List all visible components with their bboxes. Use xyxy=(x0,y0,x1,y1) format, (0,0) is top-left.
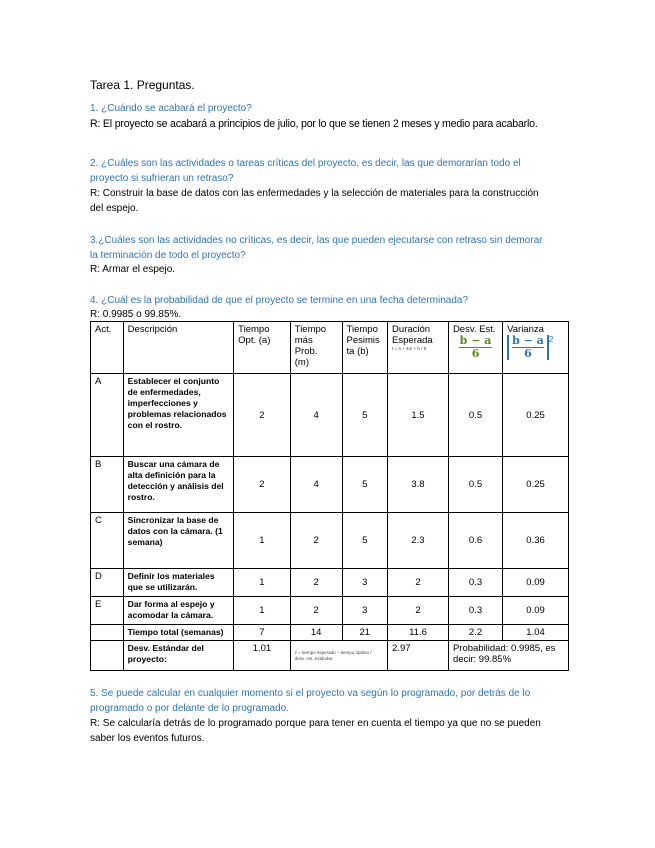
header-std-dev xyxy=(448,322,502,374)
cell-var: 0.09 xyxy=(503,597,569,625)
cell-b: 5 xyxy=(342,457,388,513)
cell-act: C xyxy=(91,513,124,569)
answer-5 xyxy=(90,716,566,746)
duration-formula: t = a + 4m + b / 6 xyxy=(392,346,427,351)
cell-t: 1.5 xyxy=(388,374,449,457)
cell-sd: 0.3 xyxy=(448,597,502,625)
header-time-pessimistic xyxy=(342,322,388,374)
header-act: Act. xyxy=(91,322,124,374)
header-var-label: Varianza xyxy=(507,324,544,335)
answer-5-line-2: saber los eventos futuros. xyxy=(90,733,205,744)
cell-t: 3.8 xyxy=(388,457,449,513)
cell-var: 0.36 xyxy=(503,513,569,569)
cell-empty xyxy=(91,641,124,671)
header-m-line-2: más Prob. xyxy=(294,335,318,357)
page-title: Tarea 1. Preguntas. xyxy=(90,78,195,92)
cell-b: 5 xyxy=(342,374,388,457)
question-2-line-2: proyecto si sufrieran un retraso? xyxy=(90,173,234,184)
total-b: 21 xyxy=(342,625,388,641)
header-dur-line-1: Duración xyxy=(392,324,431,335)
header-m-line-3: (m) xyxy=(294,357,309,368)
cell-m: 2 xyxy=(290,569,342,597)
cell-b: 3 xyxy=(342,569,388,597)
cell-t: 2 xyxy=(388,597,449,625)
cell-sd: 0.6 xyxy=(448,513,502,569)
z-formula: z = tiempo esperado − tiempo óptimo / desv. est. estándar xyxy=(290,641,387,671)
header-m-line-1: Tiempo xyxy=(294,324,327,335)
std-label-line-1: Desv. Estándar del xyxy=(127,643,204,653)
cell-sd: 0.5 xyxy=(448,457,502,513)
cell-a: 1 xyxy=(234,597,291,625)
cell-description: Definir los materiales que se utilizarán. xyxy=(123,569,233,597)
cell-m: 4 xyxy=(290,457,342,513)
cell-a: 1 xyxy=(234,569,291,597)
table-total-row xyxy=(91,625,569,641)
table-std-row xyxy=(91,641,569,671)
header-time-probable xyxy=(290,322,342,374)
probability-line-1: Probabilidad: 0.9985, es xyxy=(452,643,556,654)
cell-var: 0.25 xyxy=(503,374,569,457)
question-5-line-2: programado o por delante de lo programado. xyxy=(90,703,290,714)
header-a-line-2: Opt. (a) xyxy=(238,335,271,346)
total-var: 1.04 xyxy=(503,625,569,641)
cell-description: Dar forma al espejo y acomodar la cámara. xyxy=(123,597,233,625)
cell-act: B xyxy=(91,457,124,513)
cell-act: D xyxy=(91,569,124,597)
cell-sd: 0.3 xyxy=(448,569,502,597)
cell-b: 3 xyxy=(342,597,388,625)
cell-b: 5 xyxy=(342,513,388,569)
std-label xyxy=(123,641,233,671)
header-expected-duration xyxy=(388,322,449,374)
question-2-line-1: 2. ¿Cuáles son las actividades o tareas críticas del proyecto, es decir, las que demorarían todo el xyxy=(90,158,521,169)
cell-a: 2 xyxy=(234,374,291,457)
total-a: 7 xyxy=(234,625,291,641)
cell-description: Establecer el conjunto de enfermedades, imperfecciones y problemas relacionados con el rostro. xyxy=(123,374,233,457)
cell-description: Sincronizar la base de datos con la cámara. (1 semana) xyxy=(123,513,233,569)
answer-2 xyxy=(90,186,566,216)
answer-2-line-2: del espejo. xyxy=(90,203,139,214)
header-desv-label: Desv. Est. xyxy=(452,324,496,335)
total-label: Tiempo total (semanas) xyxy=(123,625,233,641)
answer-1: R: El proyecto se acabará a principios de julio, por lo que se tienen 2 meses y medio para acabarlo. xyxy=(90,118,538,130)
header-b-line-3: ta (b) xyxy=(346,346,369,357)
question-3 xyxy=(90,233,566,263)
header-dur-line-2: Esperada xyxy=(392,335,433,346)
header-b-line-1: Tiempo xyxy=(346,324,378,335)
table-header-row xyxy=(91,322,569,374)
header-a-line-1: Tiempo xyxy=(238,324,270,335)
table-row xyxy=(91,374,569,457)
z-value: 2.97 xyxy=(388,641,449,671)
header-time-optimistic xyxy=(234,322,291,374)
table-row xyxy=(91,513,569,569)
variance-formula-den: 6 xyxy=(512,347,544,360)
header-description: Descripción xyxy=(123,322,233,374)
question-1: 1. ¿Cuándo se acabará el proyecto? xyxy=(90,103,252,114)
table-row xyxy=(91,597,569,625)
probability xyxy=(448,641,568,671)
total-sd: 2.2 xyxy=(448,625,502,641)
cell-t: 2.3 xyxy=(388,513,449,569)
cell-m: 4 xyxy=(290,374,342,457)
answer-4: R: 0.9985 o 99.85%. xyxy=(90,309,182,320)
std-dev-formula-den: 6 xyxy=(459,347,492,360)
cell-var: 0.09 xyxy=(503,569,569,597)
cell-m: 2 xyxy=(290,513,342,569)
cell-m: 2 xyxy=(290,597,342,625)
cell-sd: 0.5 xyxy=(448,374,502,457)
cell-act: E xyxy=(91,597,124,625)
std-dev-formula xyxy=(453,335,498,360)
pert-table xyxy=(90,321,569,671)
header-variance xyxy=(503,322,569,374)
table-row xyxy=(91,457,569,513)
cell-a: 1 xyxy=(234,513,291,569)
total-t: 11.6 xyxy=(388,625,449,641)
std-label-line-2: proyecto: xyxy=(127,654,167,664)
cell-a: 2 xyxy=(234,457,291,513)
cell-t: 2 xyxy=(388,569,449,597)
question-3-line-2: la terminación de todo el proyecto? xyxy=(90,250,246,261)
question-5 xyxy=(90,686,566,716)
answer-3: R: Armar el espejo. xyxy=(90,264,176,275)
std-value: 1.01 xyxy=(234,641,291,671)
probability-line-2: decir: 99.85% xyxy=(452,654,512,665)
variance-formula xyxy=(507,335,549,360)
question-5-line-1: 5. Se puede calcular en cualquier momento si el proyecto va según lo programado, por detrás de lo xyxy=(90,688,531,699)
cell-empty xyxy=(91,625,124,641)
question-4: 4. ¿Cuál es la probabilidad de que el proyecto se termine en una fecha determinada? xyxy=(90,295,469,306)
cell-act: A xyxy=(91,374,124,457)
question-2 xyxy=(90,156,566,186)
variance-formula-num: b − a xyxy=(512,334,544,347)
question-3-line-1: 3.¿Cuáles son las actividades no críticas, es decir, las que pueden ejecutarse con retraso sin demorar xyxy=(90,235,543,246)
answer-2-line-1: R: Construir la base de datos con las enfermedades y la selección de materiales para la construcción xyxy=(90,188,539,199)
answer-5-line-1: R: Se calcularía detrás de lo programado porque para tener en cuenta el tiempo ya que no se pueden xyxy=(90,718,541,729)
variance-exponent: 2 xyxy=(548,335,554,344)
header-b-line-2: Pesimis xyxy=(346,335,380,346)
cell-description: Buscar una cámara de alta definición para la detección y análisis del rostro. xyxy=(123,457,233,513)
std-dev-formula-num: b − a xyxy=(459,334,492,347)
cell-var: 0.25 xyxy=(503,457,569,513)
total-m: 14 xyxy=(290,625,342,641)
table-row xyxy=(91,569,569,597)
